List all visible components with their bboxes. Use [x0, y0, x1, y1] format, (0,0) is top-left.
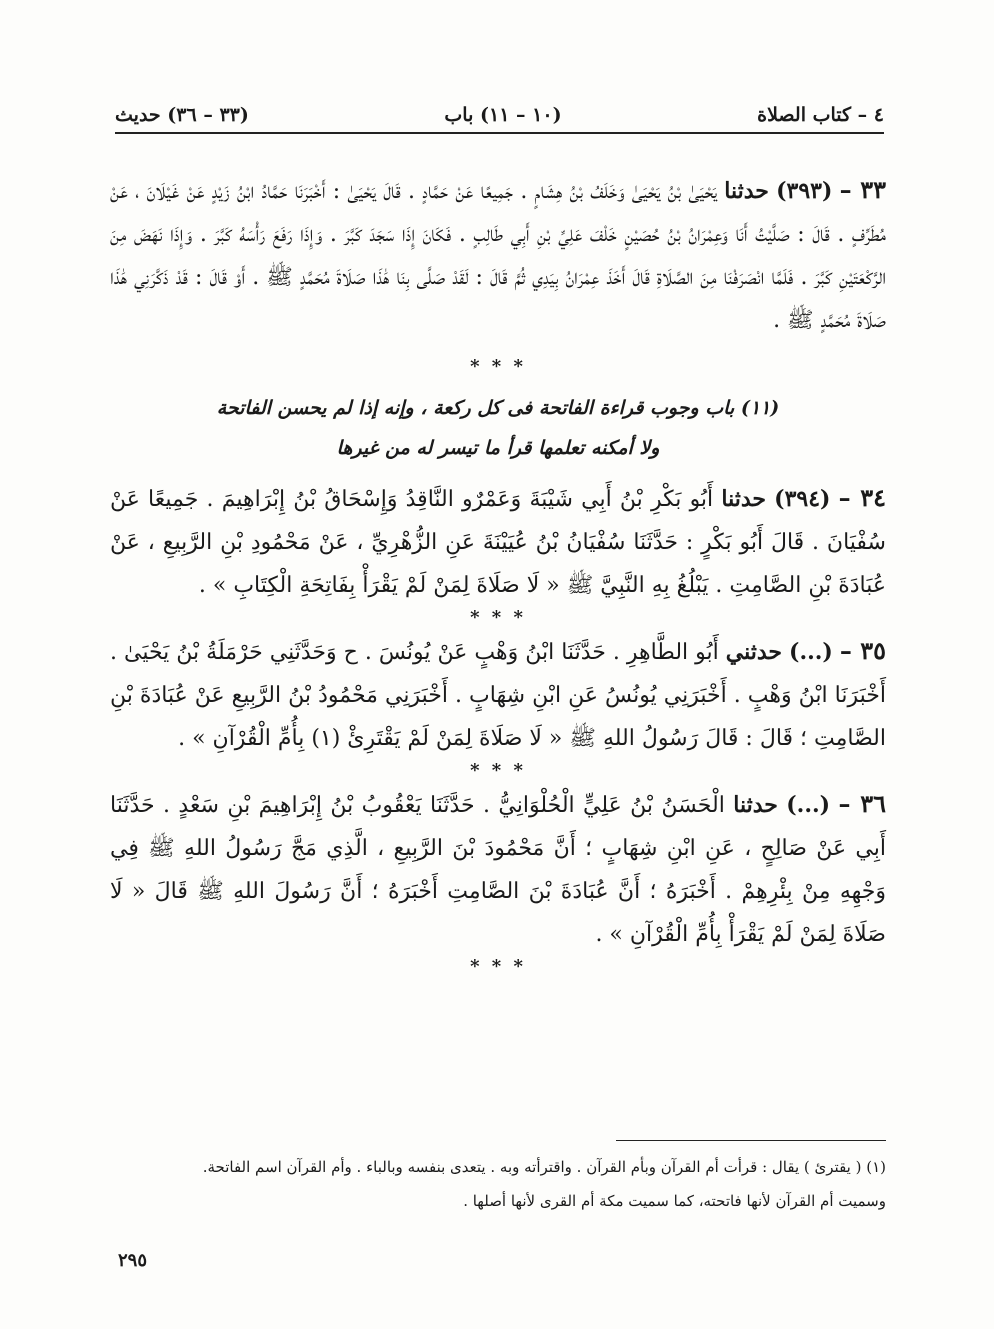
- hadith-text: الْحَسَنُ بْنُ عَلِيٍّ الْحُلْوَانِيُّ . حَدَّثَنَا يَعْقُوبُ بْنُ إِبْرَاهِيمَ بْنِ سَعْدٍ . حَدَّثَنَا أَبِي عَنْ صَالِحٍ ، عَنِ ابْنِ شِهَابٍ ؛ أَنَّ مَحْمُودَ بْنَ الرَّبِيعِ ، الَّذِي مَجَّ رَسُولُ اللهِ ﷺ فِي وَجْهِهِ مِنْ بِئْرِهِمْ . أَخْبَرَهُ ؛ أَنَّ عُبَادَةَ بْنَ الصَّامِتِ أَخْبَرَهُ ؛ أَنَّ رَسُولَ اللهِ ﷺ قَالَ « لَا صَلَاةَ لِمَنْ لَمْ يَقْرَأْ بِأُمِّ الْقُرْآنِ » .: [110, 793, 886, 947]
- narration-keyword: حدثنا: [733, 792, 778, 818]
- stars-separator: * * *: [470, 956, 526, 977]
- main-text: [110, 168, 886, 978]
- narration-keyword: حدثنا: [724, 178, 769, 204]
- hadith-reference: (...): [786, 792, 831, 818]
- footnote: [108, 1150, 886, 1218]
- hadith-33: [110, 168, 886, 342]
- running-header: [115, 98, 884, 134]
- footnote-divider: [616, 1140, 886, 1141]
- page-number: ٢٩٥: [118, 1250, 148, 1271]
- chapter-heading: [110, 388, 886, 468]
- stars-separator: * * *: [470, 607, 526, 628]
- hadith-text: يَحْيَىٰ بْنُ يَحْيَىٰ وَخَلَفُ بْنُ هِشَامٍ . جَمِيعًا عَنْ حَمَّادٍ . قَالَ يَحْيَىٰ : أَخْبَرَنَا حَمَّادُ ابْنُ زَيْدٍ عَنْ غَيْلَانَ ، عَنْ مُطَرِّفٍ . قَالَ : صَلَّيْتُ أَنَا وَعِمْرَانُ بْنُ حُصَيْنٍ خَلْفَ عَلِيِّ بْنِ أَبِي طَالِبٍ . فَكَانَ إِذَا سَجَدَ كَبَّرَ . وَإِذَا رَفَعَ رَأْسَهُ كَبَّرَ . وَإِذَا نَهَضَ مِنَ الرَّكْعَتَيْنِ كَبَّرَ . فَلَمَّا انْصَرَفْنَا مِنَ الصَّلَاةِ قَالَ أَخَذَ عِمْرَانُ بِيَدِي ثُمَّ قَالَ : لَقَدْ صَلَّى بِنَا هَٰذَا صَلَاةَ مُحَمَّدٍ ﷺ . أَوْ قَالَ : قَدْ ذَكَّرَنِي هَٰذَا صَلَاةَ مُحَمَّدٍ ﷺ .: [110, 179, 886, 333]
- hadith-text: أَبُو الطَّاهِرِ . حَدَّثَنَا ابْنُ وَهْبٍ عَنْ يُونُسَ . ح وَحَدَّثَنِي حَرْمَلَةُ بْنُ يَحْيَىٰ . أَخْبَرَنَا ابْنُ وَهْبٍ . أَخْبَرَنِي يُونُسُ عَنِ ابْنِ شِهَابٍ . أَخْبَرَنِي مَحْمُودُ بْنُ الرَّبِيعِ عَنْ عُبَادَةَ بْنِ الصَّامِتِ ؛ قَالَ : قَالَ رَسُولُ اللهِ ﷺ « لَا صَلَاةَ لِمَنْ لَمْ يَقْتَرِئْ (١) بِأُمِّ الْقُرْآنِ » .: [110, 640, 886, 751]
- footnote-line-1: (١) ( يقترئ ) يقال : قرأت أم القرآن وبأم القرآن . واقترأته وبه . يتعدى بنفسه وبالباء . وأم القرآن اسم الفاتحة.: [202, 1158, 886, 1176]
- hadith-number: ٣٥ –: [839, 636, 887, 665]
- hadith-reference: (...): [789, 639, 833, 665]
- hadith-36: [110, 782, 886, 956]
- hadith-number: ٣٦ –: [838, 789, 887, 818]
- header-book-title: ٤ – كتاب الصلاة: [757, 104, 884, 126]
- header-hadith-ref: (٣٣ – ٣٦) حديث: [115, 104, 249, 126]
- hadith-number: ٣٤ –: [838, 483, 886, 512]
- hadith-35: [110, 629, 886, 760]
- asterism-separator: * * *: [470, 356, 526, 377]
- hadith-34: [110, 476, 886, 607]
- hadith-number: ٣٣ –: [839, 175, 887, 204]
- chapter-heading-line-2: ولا أمكنه تعلمها قرأ ما تيسر له من غيرها: [336, 437, 660, 459]
- header-chapter-ref: (١٠ – ١١) باب: [444, 104, 562, 126]
- stars-separator: * * *: [470, 760, 526, 781]
- narration-keyword: حدثنا: [721, 486, 766, 512]
- hadith-reference: (٣٩٣): [776, 178, 833, 204]
- footnote-line-2: وسميت أم القرآن لأنها فاتحته، كما سميت مكة أم القرى لأنها أصلها .: [463, 1192, 886, 1210]
- chapter-heading-line-1: (١١) باب وجوب قراءة الفاتحة فى كل ركعة ، وإنه إذا لم يحسن الفاتحة: [216, 397, 780, 419]
- hadith-text: أَبُو بَكْرِ بْنُ أَبِي شَيْبَةَ وَعَمْرٌو النَّاقِدُ وَإِسْحَاقُ بْنُ إِبْرَاهِيمَ . جَمِيعًا عَنْ سُفْيَانَ . قَالَ أَبُو بَكْرٍ : حَدَّثَنَا سُفْيَانُ بْنُ عُيَيْنَةَ عَنِ الزُّهْرِيِّ ، عَنْ مَحْمُودِ بْنِ الرَّبِيعِ ، عَنْ عُبَادَةَ بْنِ الصَّامِتِ . يَبْلُغُ بِهِ النَّبِيَّ ﷺ « لَا صَلَاةَ لِمَنْ لَمْ يَقْرَأْ بِفَاتِحَةِ الْكِتَابِ » .: [110, 487, 886, 598]
- hadith-reference: (٣٩٤): [774, 486, 831, 512]
- narration-keyword: حدثني: [725, 639, 783, 665]
